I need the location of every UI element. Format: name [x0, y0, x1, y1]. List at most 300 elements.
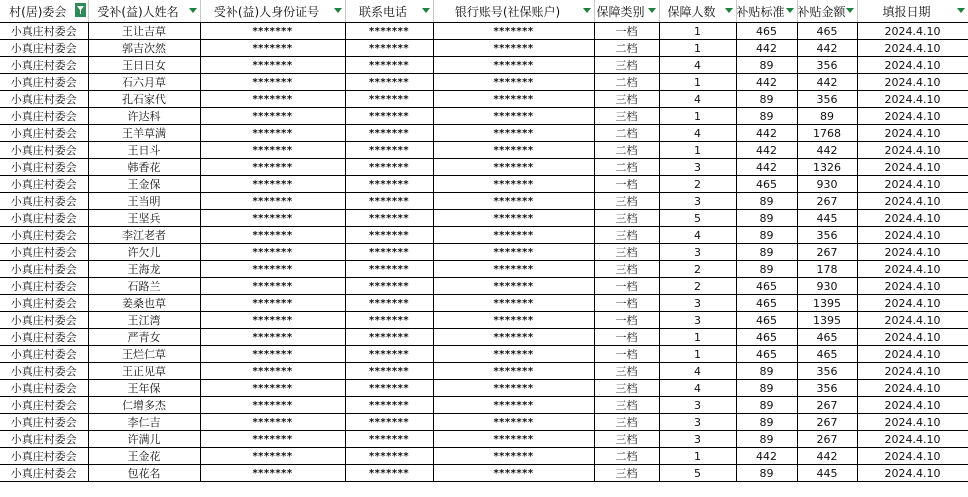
table-cell[interactable]: 2024.4.10 [857, 142, 968, 159]
column-header[interactable] [200, 0, 345, 23]
table-cell[interactable]: 89 [736, 210, 797, 227]
table-cell[interactable]: ******* [433, 261, 594, 278]
table-cell[interactable]: 1768 [797, 125, 857, 142]
table-cell[interactable]: ******* [433, 244, 594, 261]
table-cell[interactable]: 三档 [594, 91, 659, 108]
table-cell[interactable]: 二档 [594, 40, 659, 57]
table-cell[interactable]: ******* [433, 193, 594, 210]
table-cell[interactable]: 267 [797, 244, 857, 261]
table-cell[interactable]: 2024.4.10 [857, 363, 968, 380]
table-cell[interactable]: 三档 [594, 363, 659, 380]
table-cell[interactable]: 442 [736, 125, 797, 142]
table-cell[interactable]: 一档 [594, 278, 659, 295]
filter-active-icon[interactable] [75, 3, 86, 17]
table-cell[interactable]: ******* [200, 227, 345, 244]
table-cell[interactable]: 1 [659, 40, 736, 57]
table-cell[interactable]: 442 [736, 40, 797, 57]
table-cell[interactable]: 小真庄村委会 [0, 414, 88, 431]
table-cell[interactable]: 小真庄村委会 [0, 431, 88, 448]
table-cell[interactable]: 3 [659, 431, 736, 448]
table-cell[interactable]: 姜桑也草 [88, 295, 200, 312]
table-cell[interactable]: 二档 [594, 74, 659, 91]
table-cell[interactable]: ******* [200, 431, 345, 448]
table-cell[interactable]: 小真庄村委会 [0, 380, 88, 397]
table-cell[interactable]: 2024.4.10 [857, 295, 968, 312]
table-cell[interactable]: 445 [797, 465, 857, 482]
filter-dropdown-icon[interactable] [956, 5, 966, 15]
table-cell[interactable]: 一档 [594, 295, 659, 312]
table-cell[interactable]: 一档 [594, 176, 659, 193]
table-cell[interactable]: ******* [200, 312, 345, 329]
column-header[interactable] [0, 0, 88, 23]
table-cell[interactable]: ******* [433, 363, 594, 380]
table-cell[interactable]: ******* [433, 74, 594, 91]
table-cell[interactable]: 3 [659, 312, 736, 329]
table-cell[interactable]: ******* [345, 108, 433, 125]
table-cell[interactable]: 一档 [594, 312, 659, 329]
table-cell[interactable]: ******* [200, 329, 345, 346]
table-cell[interactable]: 小真庄村委会 [0, 448, 88, 465]
table-cell[interactable]: 2 [659, 278, 736, 295]
table-cell[interactable]: ******* [200, 91, 345, 108]
filter-dropdown-icon[interactable] [421, 5, 431, 15]
table-cell[interactable]: 三档 [594, 193, 659, 210]
table-cell[interactable]: 465 [736, 329, 797, 346]
table-cell[interactable]: ******* [345, 91, 433, 108]
table-cell[interactable]: ******* [345, 210, 433, 227]
table-cell[interactable]: 2024.4.10 [857, 193, 968, 210]
table-cell[interactable]: 王烂仁草 [88, 346, 200, 363]
column-header[interactable] [345, 0, 433, 23]
table-cell[interactable]: 三档 [594, 108, 659, 125]
table-cell[interactable]: 2024.4.10 [857, 346, 968, 363]
table-cell[interactable]: 267 [797, 397, 857, 414]
table-cell[interactable]: 2024.4.10 [857, 23, 968, 40]
column-header[interactable] [433, 0, 594, 23]
table-cell[interactable]: 小真庄村委会 [0, 363, 88, 380]
table-cell[interactable]: ******* [200, 23, 345, 40]
table-cell[interactable]: 三档 [594, 210, 659, 227]
table-cell[interactable]: 3 [659, 159, 736, 176]
table-cell[interactable]: 小真庄村委会 [0, 159, 88, 176]
table-cell[interactable]: 4 [659, 57, 736, 74]
table-cell[interactable]: 二档 [594, 142, 659, 159]
table-cell[interactable]: ******* [345, 57, 433, 74]
table-cell[interactable]: 1 [659, 74, 736, 91]
table-cell[interactable]: ******* [200, 176, 345, 193]
table-cell[interactable]: 王江湾 [88, 312, 200, 329]
filter-dropdown-icon[interactable] [724, 5, 734, 15]
table-cell[interactable]: ******* [433, 448, 594, 465]
table-cell[interactable]: 石路兰 [88, 278, 200, 295]
table-cell[interactable]: 一档 [594, 23, 659, 40]
table-cell[interactable]: 许满儿 [88, 431, 200, 448]
table-cell[interactable]: 465 [736, 312, 797, 329]
table-cell[interactable]: 孔石家代 [88, 91, 200, 108]
table-cell[interactable]: ******* [433, 380, 594, 397]
filter-dropdown-icon[interactable] [582, 5, 592, 15]
table-cell[interactable]: 小真庄村委会 [0, 23, 88, 40]
table-cell[interactable]: ******* [200, 448, 345, 465]
table-cell[interactable]: 1326 [797, 159, 857, 176]
table-cell[interactable]: ******* [345, 465, 433, 482]
table-row [0, 397, 968, 414]
table-cell[interactable]: 韩香花 [88, 159, 200, 176]
table-cell[interactable]: 小真庄村委会 [0, 329, 88, 346]
table-cell[interactable]: ******* [433, 431, 594, 448]
table-cell[interactable]: 2024.4.10 [857, 278, 968, 295]
table-cell[interactable]: 5 [659, 210, 736, 227]
filter-dropdown-icon[interactable] [785, 5, 795, 15]
table-cell[interactable]: 三档 [594, 261, 659, 278]
table-cell[interactable]: 3 [659, 397, 736, 414]
table-cell[interactable]: 465 [797, 23, 857, 40]
table-cell[interactable]: 2 [659, 176, 736, 193]
table-cell[interactable]: 一档 [594, 329, 659, 346]
table-cell[interactable]: 3 [659, 414, 736, 431]
table-cell[interactable]: 3 [659, 193, 736, 210]
table-cell[interactable]: ******* [433, 312, 594, 329]
table-cell[interactable]: 2024.4.10 [857, 431, 968, 448]
table-cell[interactable]: 2024.4.10 [857, 414, 968, 431]
table-row [0, 40, 968, 57]
table-cell[interactable]: 356 [797, 227, 857, 244]
table-cell[interactable]: 包花名 [88, 465, 200, 482]
table-cell[interactable]: ******* [433, 40, 594, 57]
table-cell[interactable]: ******* [433, 210, 594, 227]
table-cell[interactable]: ******* [200, 465, 345, 482]
table-cell[interactable]: 2024.4.10 [857, 74, 968, 91]
table-cell[interactable]: 89 [736, 261, 797, 278]
table-cell[interactable]: 小真庄村委会 [0, 108, 88, 125]
table-cell[interactable]: ******* [200, 108, 345, 125]
table-cell[interactable]: ******* [433, 465, 594, 482]
table-cell[interactable]: 王年保 [88, 380, 200, 397]
table-cell[interactable]: 小真庄村委会 [0, 261, 88, 278]
table-cell[interactable]: 三档 [594, 414, 659, 431]
table-cell[interactable]: 4 [659, 380, 736, 397]
table-cell[interactable]: ******* [345, 380, 433, 397]
table-cell[interactable]: 二档 [594, 159, 659, 176]
table-cell[interactable]: 465 [736, 23, 797, 40]
table-row [0, 380, 968, 397]
table-cell[interactable]: ******* [345, 193, 433, 210]
table-cell[interactable]: 李江老者 [88, 227, 200, 244]
table-cell[interactable]: ******* [433, 125, 594, 142]
table-cell[interactable]: 仁增多杰 [88, 397, 200, 414]
table-cell[interactable]: 1 [659, 108, 736, 125]
table-cell[interactable]: 一档 [594, 346, 659, 363]
table-cell[interactable]: 89 [736, 397, 797, 414]
table-cell[interactable]: ******* [345, 176, 433, 193]
column-header[interactable] [594, 0, 659, 23]
table-cell[interactable]: ******* [200, 363, 345, 380]
table-cell[interactable]: 小真庄村委会 [0, 193, 88, 210]
column-header[interactable] [88, 0, 200, 23]
table-row [0, 57, 968, 74]
table-cell[interactable]: 1 [659, 23, 736, 40]
table-cell[interactable]: 小真庄村委会 [0, 227, 88, 244]
table-cell[interactable]: ******* [433, 227, 594, 244]
table-cell[interactable]: 5 [659, 465, 736, 482]
filter-dropdown-icon[interactable] [845, 5, 855, 15]
table-cell[interactable]: ******* [433, 91, 594, 108]
table-cell[interactable]: 2024.4.10 [857, 91, 968, 108]
table-cell[interactable]: ******* [345, 414, 433, 431]
table-cell[interactable]: 小真庄村委会 [0, 397, 88, 414]
table-cell[interactable]: 三档 [594, 431, 659, 448]
table-cell[interactable]: ******* [200, 57, 345, 74]
filter-dropdown-icon[interactable] [188, 5, 198, 15]
table-cell[interactable]: 442 [797, 40, 857, 57]
table-cell[interactable]: 小真庄村委会 [0, 295, 88, 312]
table-cell[interactable]: 89 [736, 414, 797, 431]
table-cell[interactable]: 1 [659, 346, 736, 363]
table-cell[interactable]: ******* [345, 295, 433, 312]
table-cell[interactable]: ******* [200, 346, 345, 363]
table-cell[interactable]: ******* [200, 210, 345, 227]
table-cell[interactable]: 465 [736, 346, 797, 363]
table-cell[interactable]: 王金花 [88, 448, 200, 465]
table-cell[interactable]: 小真庄村委会 [0, 40, 88, 57]
table-cell[interactable]: 1 [659, 448, 736, 465]
table-cell[interactable]: ******* [433, 295, 594, 312]
table-cell[interactable]: 三档 [594, 397, 659, 414]
table-cell[interactable]: 442 [736, 74, 797, 91]
table-cell[interactable]: 89 [736, 244, 797, 261]
table-cell[interactable]: ******* [345, 278, 433, 295]
table-cell[interactable]: 465 [736, 278, 797, 295]
table-cell[interactable]: 三档 [594, 380, 659, 397]
table-cell[interactable]: ******* [345, 244, 433, 261]
table-cell[interactable]: ******* [433, 346, 594, 363]
table-cell[interactable]: 4 [659, 227, 736, 244]
table-cell[interactable]: ******* [345, 397, 433, 414]
table-cell[interactable]: ******* [345, 261, 433, 278]
table-cell[interactable]: 267 [797, 414, 857, 431]
table-cell[interactable]: 小真庄村委会 [0, 346, 88, 363]
table-cell[interactable]: 王当明 [88, 193, 200, 210]
table-cell[interactable]: 小真庄村委会 [0, 142, 88, 159]
table-cell[interactable]: 小真庄村委会 [0, 91, 88, 108]
table-cell[interactable]: 2024.4.10 [857, 244, 968, 261]
column-header[interactable] [659, 0, 736, 23]
table-cell[interactable]: ******* [433, 159, 594, 176]
table-cell[interactable]: ******* [200, 397, 345, 414]
table-cell[interactable]: 89 [736, 193, 797, 210]
table-cell[interactable]: 1395 [797, 312, 857, 329]
table-cell[interactable]: 王日斗 [88, 142, 200, 159]
table-cell[interactable]: 小真庄村委会 [0, 57, 88, 74]
table-cell[interactable]: 465 [736, 176, 797, 193]
table-cell[interactable]: ******* [345, 125, 433, 142]
table-cell[interactable]: 356 [797, 91, 857, 108]
table-cell[interactable]: ******* [433, 278, 594, 295]
table-cell[interactable]: ******* [200, 380, 345, 397]
table-cell[interactable]: 267 [797, 193, 857, 210]
table-cell[interactable]: ******* [200, 142, 345, 159]
table-cell[interactable]: 2024.4.10 [857, 380, 968, 397]
table-cell[interactable]: ******* [200, 125, 345, 142]
table-cell[interactable]: 930 [797, 278, 857, 295]
table-cell[interactable]: 465 [797, 329, 857, 346]
table-cell[interactable]: ******* [345, 363, 433, 380]
table-cell[interactable]: 89 [736, 108, 797, 125]
table-cell[interactable]: ******* [345, 227, 433, 244]
table-cell[interactable]: 930 [797, 176, 857, 193]
table-cell[interactable]: 2024.4.10 [857, 312, 968, 329]
table-cell[interactable]: 2024.4.10 [857, 108, 968, 125]
table-cell[interactable]: ******* [433, 397, 594, 414]
table-cell[interactable]: ******* [200, 278, 345, 295]
table-cell[interactable]: ******* [345, 74, 433, 91]
table-cell[interactable]: ******* [433, 57, 594, 74]
table-cell[interactable]: ******* [345, 448, 433, 465]
table-cell[interactable]: 2024.4.10 [857, 397, 968, 414]
table-cell[interactable]: 小真庄村委会 [0, 244, 88, 261]
table-cell[interactable]: ******* [200, 295, 345, 312]
table-cell[interactable]: 2024.4.10 [857, 227, 968, 244]
table-cell[interactable]: ******* [200, 74, 345, 91]
table-cell[interactable]: 王羊草满 [88, 125, 200, 142]
table-cell[interactable]: 3 [659, 295, 736, 312]
table-cell[interactable]: ******* [200, 159, 345, 176]
table-cell[interactable]: 2024.4.10 [857, 329, 968, 346]
table-cell[interactable]: 2024.4.10 [857, 448, 968, 465]
table-cell[interactable]: 442 [736, 159, 797, 176]
table-cell[interactable]: 442 [797, 74, 857, 91]
table-cell[interactable]: 2024.4.10 [857, 125, 968, 142]
table-cell[interactable]: 4 [659, 125, 736, 142]
table-cell[interactable]: ******* [345, 23, 433, 40]
table-cell[interactable]: 许欠儿 [88, 244, 200, 261]
table-row [0, 159, 968, 176]
column-header[interactable] [736, 0, 797, 23]
table-cell[interactable]: 王海龙 [88, 261, 200, 278]
table-cell[interactable]: 王坚兵 [88, 210, 200, 227]
table-cell[interactable]: 267 [797, 431, 857, 448]
table-cell[interactable]: 郭吉次然 [88, 40, 200, 57]
column-header[interactable] [857, 0, 968, 23]
table-cell[interactable]: ******* [345, 142, 433, 159]
table-cell[interactable]: ******* [200, 244, 345, 261]
table-cell[interactable]: ******* [345, 346, 433, 363]
table-cell[interactable]: 王正见草 [88, 363, 200, 380]
table-cell[interactable]: 89 [736, 465, 797, 482]
table-cell[interactable]: ******* [200, 40, 345, 57]
table-cell[interactable]: 3 [659, 244, 736, 261]
table-cell[interactable]: 小真庄村委会 [0, 465, 88, 482]
table-cell[interactable]: 89 [736, 227, 797, 244]
table-cell[interactable]: 2024.4.10 [857, 159, 968, 176]
table-cell[interactable]: 1395 [797, 295, 857, 312]
table-cell[interactable]: 4 [659, 363, 736, 380]
table-cell[interactable]: 2 [659, 261, 736, 278]
table-cell[interactable]: 2024.4.10 [857, 176, 968, 193]
table-cell[interactable]: ******* [433, 23, 594, 40]
table-cell[interactable]: 442 [736, 448, 797, 465]
table-cell[interactable]: ******* [433, 329, 594, 346]
table-cell[interactable]: ******* [345, 431, 433, 448]
table-cell[interactable]: ******* [200, 414, 345, 431]
table-cell[interactable]: 89 [797, 108, 857, 125]
table-cell[interactable]: 4 [659, 91, 736, 108]
table-cell[interactable]: 465 [797, 346, 857, 363]
table-cell[interactable]: 小真庄村委会 [0, 74, 88, 91]
table-cell[interactable]: 二档 [594, 125, 659, 142]
table-row [0, 261, 968, 278]
table-cell[interactable]: 小真庄村委会 [0, 176, 88, 193]
table-cell[interactable]: 89 [736, 363, 797, 380]
table-cell[interactable]: 442 [797, 142, 857, 159]
table-cell[interactable]: 三档 [594, 57, 659, 74]
table-cell[interactable]: 三档 [594, 227, 659, 244]
table-cell[interactable]: ******* [433, 142, 594, 159]
table-cell[interactable]: ******* [200, 193, 345, 210]
table-cell[interactable]: 2024.4.10 [857, 261, 968, 278]
table-cell[interactable]: ******* [433, 108, 594, 125]
table-cell[interactable]: 王金保 [88, 176, 200, 193]
table-cell[interactable]: ******* [200, 261, 345, 278]
table-cell[interactable]: 三档 [594, 244, 659, 261]
table-cell[interactable]: 1 [659, 329, 736, 346]
table-cell[interactable]: 356 [797, 380, 857, 397]
table-cell[interactable]: 石六月草 [88, 74, 200, 91]
table-cell[interactable]: ******* [345, 329, 433, 346]
table-cell[interactable]: 89 [736, 91, 797, 108]
table-cell[interactable]: 178 [797, 261, 857, 278]
table-cell[interactable]: 89 [736, 57, 797, 74]
table-cell[interactable]: 89 [736, 431, 797, 448]
table-cell[interactable]: 465 [736, 295, 797, 312]
table-cell[interactable]: 王日日女 [88, 57, 200, 74]
table-cell[interactable]: 小真庄村委会 [0, 210, 88, 227]
table-cell[interactable]: 89 [736, 380, 797, 397]
table-cell[interactable]: ******* [433, 414, 594, 431]
filter-dropdown-icon[interactable] [647, 5, 657, 15]
table-cell[interactable]: 李仁吉 [88, 414, 200, 431]
table-cell[interactable]: 2024.4.10 [857, 465, 968, 482]
column-header[interactable] [797, 0, 857, 23]
table-row [0, 465, 968, 482]
table-cell[interactable]: 1 [659, 142, 736, 159]
table-row [0, 210, 968, 227]
table-cell[interactable]: 2024.4.10 [857, 40, 968, 57]
table-cell[interactable]: ******* [345, 312, 433, 329]
table-cell[interactable]: 小真庄村委会 [0, 125, 88, 142]
table-cell[interactable]: 严青女 [88, 329, 200, 346]
table-cell[interactable]: 445 [797, 210, 857, 227]
table-cell[interactable]: 三档 [594, 465, 659, 482]
table-cell[interactable]: 许达科 [88, 108, 200, 125]
table-cell[interactable]: 二档 [594, 448, 659, 465]
table-cell[interactable]: 442 [736, 142, 797, 159]
table-cell[interactable]: 小真庄村委会 [0, 278, 88, 295]
table-cell[interactable]: ******* [345, 159, 433, 176]
table-cell[interactable]: 小真庄村委会 [0, 312, 88, 329]
filter-dropdown-icon[interactable] [333, 5, 343, 15]
table-cell[interactable]: ******* [345, 40, 433, 57]
column-header-label: 联系电话 [358, 4, 407, 19]
table-cell[interactable]: 356 [797, 57, 857, 74]
table-cell[interactable]: ******* [433, 176, 594, 193]
table-cell[interactable]: 442 [797, 448, 857, 465]
table-cell[interactable]: 王让吉草 [88, 23, 200, 40]
table-cell[interactable]: 2024.4.10 [857, 57, 968, 74]
table-cell[interactable]: 356 [797, 363, 857, 380]
column-header-label: 填报日期 [882, 4, 931, 19]
table-cell[interactable]: 2024.4.10 [857, 210, 968, 227]
